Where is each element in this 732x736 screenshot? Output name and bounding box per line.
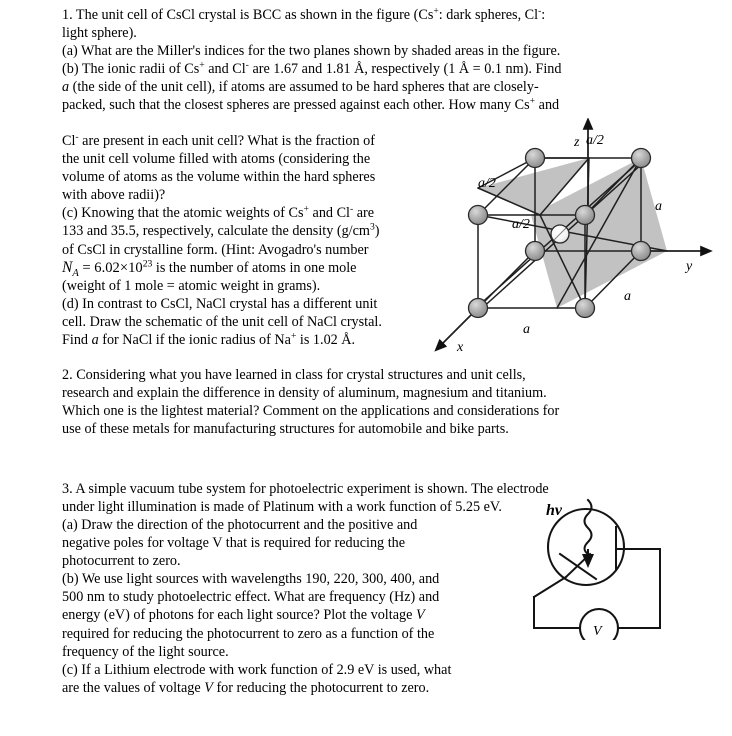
q3-b-line-3: energy (eV) of photons for each light source? Plot the voltage V <box>62 607 425 624</box>
q1-wrap-line-11: cell. Draw the schematic of the unit cell of NaCl crystal. <box>62 313 382 330</box>
q3-b-line-2: 500 nm to study photoelectric effect. What are frequency (Hz) and <box>62 589 440 606</box>
q1-avogadro-equation: $N_A = 6.02\times 10^{23}$ is the number of atoms in one mole <box>62 257 357 279</box>
label-a-right: a <box>655 199 662 214</box>
label-a-bottom-front: a <box>523 322 530 337</box>
q1-wrap-line-3: volume of atoms as the volume within the hard spheres <box>62 169 376 186</box>
phototube-circuit-figure <box>488 492 732 640</box>
q3-c-line-1: (c) If a Lithium electrode with work function of 2.9 eV is used, what <box>62 661 452 678</box>
q1-wrap-line-9: (weight of 1 mole = atomic weight in grams). <box>62 277 321 294</box>
question-2 <box>62 366 712 438</box>
q3-b-line-4: required for reducing the photocurrent to zero as a function of the <box>62 625 435 642</box>
atom-cs-corner <box>469 206 488 225</box>
q2-line-3: Which one is the lightest material? Comment on the applications and considerations for <box>62 403 560 420</box>
question-1-intro <box>62 6 712 115</box>
atom-cs-corner <box>526 149 545 168</box>
q1-wrap-line-4: with above radii)? <box>62 187 166 204</box>
axis-label-z: z <box>574 135 580 150</box>
q1-wrap-line-6: 133 and 35.5, respectively, calculate the density $(g/cm^3)$ <box>62 221 380 240</box>
atom-cs-corner <box>576 299 595 318</box>
vacuum-tube-envelope <box>548 509 624 585</box>
cube-edge-bottomleft-depth <box>478 251 535 308</box>
q1-wrap-line-10: (d) In contrast to CsCl, NaCl crystal has a different unit <box>62 295 378 312</box>
question-1-wrapped <box>62 132 462 349</box>
q1-line-2: light sphere). <box>62 25 137 42</box>
atom-cs-corner <box>469 299 488 318</box>
cscl-bcc-unit-cell-figure <box>430 118 732 353</box>
atom-cs-corner <box>632 149 651 168</box>
q1-wrap-line-7: of CsCl in crystalline form. (Hint: Avogadro's number <box>62 241 369 258</box>
q1-wrap-line-2: the unit cell volume filled with atoms (considering the <box>62 151 371 168</box>
q3-a-line-1: (a) Draw the direction of the photocurrent and the positive and <box>62 517 418 533</box>
q2-line-1: 2. Considering what you have learned in class for crystal structures and unit cells, <box>62 367 526 383</box>
axis-label-x: x <box>457 340 464 353</box>
q3-b-line-1: (b) We use light sources with wavelengths 190, 220, 300, 400, and <box>62 571 440 588</box>
axis-label-y: y <box>686 259 693 274</box>
q1-wrap-line-1: Cl- are present in each unit cell? What is the fraction of <box>62 131 375 149</box>
atom-cs-corner <box>576 206 595 225</box>
voltmeter-label: V <box>593 624 602 639</box>
q3-line-1: 3. A simple vacuum tube system for photoelectric experiment is shown. The electrode <box>62 481 549 497</box>
atom-cs-corner <box>632 242 651 261</box>
label-half-a-left: a/2 <box>478 176 496 191</box>
q2-line-4: use of these metals for manufacturing structures for automobile and bike parts. <box>62 421 509 438</box>
label-a-bottom-right: a <box>624 289 631 304</box>
q1-line-4: (b) The ionic radii of Cs+ and Cl- are 1.67 and 1.81 Å, respectively (1 Å = 0.1 nm). Find <box>62 59 562 78</box>
q3-c-line-2: are the values of voltage V for reducing the photocurrent to zero. <box>62 679 430 696</box>
q1-line-6: packed, such that the closest spheres are pressed against each other. How many Cs+ and <box>62 95 560 114</box>
q3-a-line-3: photocurrent to zero. <box>62 553 181 570</box>
q3-line-2: under light illumination is made of Platinum with a work function of 5.25 eV. <box>62 499 502 516</box>
q1-wrap-line-12: Find a for NaCl if the ionic radius of Na+ is 1.02 Å. <box>62 330 356 349</box>
atom-cs-corner <box>526 242 545 261</box>
q1-line-3: (a) What are the Miller's indices for the two planes shown by shaded areas in the figure. <box>62 43 561 60</box>
q3-b-line-5: frequency of the light source. <box>62 643 229 660</box>
q1-wrap-line-5: (c) Knowing that the atomic weights of Cs+ and Cl- are <box>62 203 375 222</box>
question-3-body <box>62 516 502 697</box>
q3-a-line-2: negative poles for voltage V that is required for reducing the <box>62 535 406 552</box>
avogadro-symbol: $N_A$ <box>62 258 79 279</box>
q1-line-5: a (the side of the unit cell), if atoms are assumed to be hard spheres that are closely- <box>62 79 539 96</box>
wire-cathode-down <box>534 577 566 597</box>
label-half-a-top: a/2 <box>586 133 604 148</box>
label-half-a-mid: a/2 <box>512 217 530 232</box>
q2-line-2: research and explain the difference in density of aluminum, magnesium and titanium. <box>62 385 547 402</box>
photon-label: hν <box>546 502 562 519</box>
q1-line-1: 1. The unit cell of CsCl crystal is BCC as shown in the figure (Cs+: dark spheres, Cl-: <box>62 5 546 23</box>
